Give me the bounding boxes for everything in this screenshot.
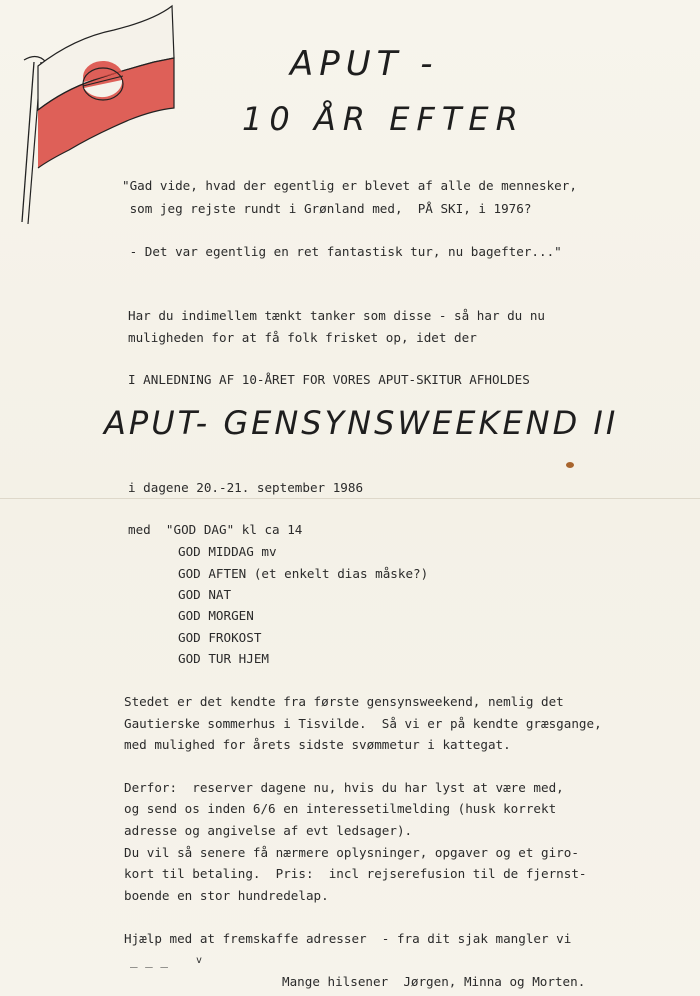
reserve-line-1: Derfor: reserver dagene nu, hvis du har lyst at være med,: [124, 780, 564, 795]
place-line-3: med mulighed for årets sidste svømmetur i kattegat.: [124, 737, 511, 752]
signoff-line: Mange hilsener Jørgen, Minna og Morten.: [282, 974, 586, 989]
info-line-2: kort til betaling. Pris: incl rejserefusion til de fjernst-: [124, 866, 587, 881]
occasion-line: I ANLEDNING AF 10-ÅRET FOR VORES APUT-SKITUR AFHOLDES: [128, 372, 530, 387]
program-item: GOD MORGEN: [178, 608, 254, 623]
handwritten-banner: APUT- GENSYNSWEEKEND II: [104, 404, 619, 442]
intro-line-1: Har du indimellem tænkt tanker som disse - så har du nu: [128, 308, 546, 323]
program-item: GOD FROKOST: [178, 630, 262, 645]
handwritten-title-line-1: APUT -: [290, 44, 439, 84]
help-line: Hjælp med at fremskaffe adresser - fra dit sjak mangler vi: [124, 931, 572, 946]
quote-line-1: "Gad vide, hvad der egentlig er blevet af alle de mennesker,: [122, 178, 577, 193]
program-item: GOD NAT: [178, 587, 232, 602]
place-line-2: Gautierske sommerhus i Tisvilde. Så vi er på kendte græsgange,: [124, 716, 602, 731]
quote-line-2: som jeg rejste rundt i Grønland med, PÅ SKI, i 1976?: [122, 201, 532, 216]
program-item: GOD TUR HJEM: [178, 651, 269, 666]
quote-line-3: - Det var egentlig en ret fantastisk tur, nu bagefter...": [122, 244, 562, 259]
program-item: GOD MIDDAG mv: [178, 544, 277, 559]
program-item: GOD AFTEN (et enkelt dias måske?): [178, 566, 429, 581]
handwritten-title-line-2: 10 ÅR EFTER: [242, 100, 525, 138]
blank-names: _ _ _: [130, 953, 168, 968]
reserve-line-3: adresse og angivelse af evt ledsager).: [124, 823, 413, 838]
reserve-line-2: og send os inden 6/6 en interessetilmelding (husk korrekt: [124, 801, 557, 816]
program-intro: med "GOD DAG" kl ca 14: [128, 522, 303, 537]
info-line-3: boende en stor hundredelap.: [124, 888, 329, 903]
dates-line: i dagene 20.-21. september 1986: [128, 480, 364, 495]
blank-mark: v: [196, 955, 203, 966]
greenland-flag-drawing: [14, 0, 184, 230]
intro-line-2: muligheden for at få folk frisket op, idet der: [128, 330, 477, 345]
place-line-1: Stedet er det kendte fra første gensynsweekend, nemlig det: [124, 694, 564, 709]
fold-crease: [0, 498, 700, 499]
info-line-1: Du vil så senere få nærmere oplysninger, opgaver og et giro-: [124, 845, 579, 860]
paper-stain: [566, 462, 574, 468]
